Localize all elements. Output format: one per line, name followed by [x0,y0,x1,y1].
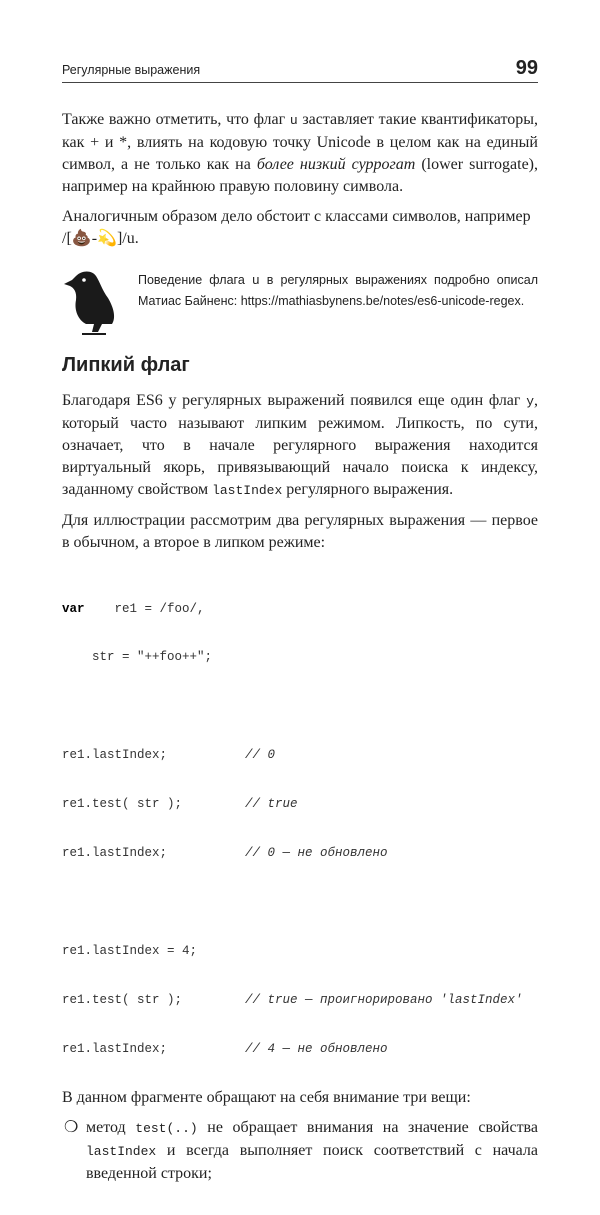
text: регулярного выражения. [282,481,454,498]
code-line [62,649,538,665]
note-text [138,268,538,312]
inline-code: lastIndex [212,483,283,498]
code-text: re1.lastIndex; [62,1041,168,1056]
code-line [62,796,538,812]
paragraph-char-classes: Аналогичным образом дело обстоит с классами символов, например /[💩-💫]/u. [62,208,531,247]
code-line [62,1041,538,1057]
blank-line [62,698,538,714]
note-box [62,268,538,338]
text: Также важно отметить, что флаг [62,111,290,128]
text: , который часто называют липким режимом. Липкость, по сути, означает, что в начале регулярного выражения находится виртуальный якорь, привязывающий начало поиска к индексу, заданному свойством [62,392,538,498]
bullet-icon: ❍ [64,1119,79,1137]
code-line [62,747,538,763]
section-heading: Липкий флаг [62,354,190,376]
page-number: 99 [515,57,538,79]
text: не обращает внимания на значение свойства [197,1119,538,1137]
code-line [62,845,538,861]
inline-code: test(..) [135,1121,198,1137]
text: (lower surrogate), например на крайнюю правую половину символа. [62,156,539,195]
inline-code: u [251,273,260,288]
inline-code: lastIndex [86,1144,157,1160]
code-line [62,943,538,959]
code-text: re1 = /foo/, [84,601,205,616]
paragraph-illustration: Для иллюстрации рассмотрим два регулярных выражения — первое в обычном, а второе в липком режиме: [62,512,538,551]
paragraph-sticky-flag [62,390,538,502]
text: Благодаря ES6 у регулярных выражений появился еще один флаг [62,392,527,409]
code-comment: // 0 [245,748,276,763]
code-text: re1.test( str ); [62,797,183,812]
list-item-text [86,1117,538,1185]
code-text: re1.test( str ); [62,992,183,1007]
code-comment: // 0 — не обновлено [245,846,388,861]
code-line [62,601,538,617]
code-comment: // true — проигнорировано 'lastIndex' [245,992,523,1007]
list-item [62,1117,538,1185]
inline-code: u [289,113,298,128]
crow-icon [62,268,118,338]
code-comment: // 4 — не обновлено [245,1041,388,1056]
keyword: var [62,601,85,616]
code-text: re1.lastIndex; [62,846,168,861]
text: заставляет такие квантификаторы, как + и *, влиять на кодовую точку Unicode в целом как на единый символ, а не только как на [62,111,538,173]
blank-line [62,894,538,910]
text: и всегда выполняет поиск соответствий с начала введенной строки; [86,1142,538,1183]
text: Поведение флага [138,273,252,287]
code-line [62,992,538,1008]
inline-code: y [526,394,534,409]
chapter-title: Регулярные выражения [62,63,201,77]
emphasis: более низкий суррогат [256,156,416,173]
running-header [62,56,538,83]
paragraph-unicode-flag [62,109,538,198]
text: метод [86,1119,136,1137]
code-listing [62,568,538,1073]
paragraph-three-things: В данном фрагменте обращают на себя внимание три вещи: [62,1089,471,1107]
code-text: re1.lastIndex; [62,748,168,763]
code-comment: // true [245,797,298,812]
code-text: str = "++foo++"; [62,650,213,665]
code-text: re1.lastIndex = 4; [62,943,198,958]
text: в регулярных выражениях подробно описал Матиас Байненс: https://mathiasbynens.be/notes/es6-unicode-regex. [138,273,539,308]
